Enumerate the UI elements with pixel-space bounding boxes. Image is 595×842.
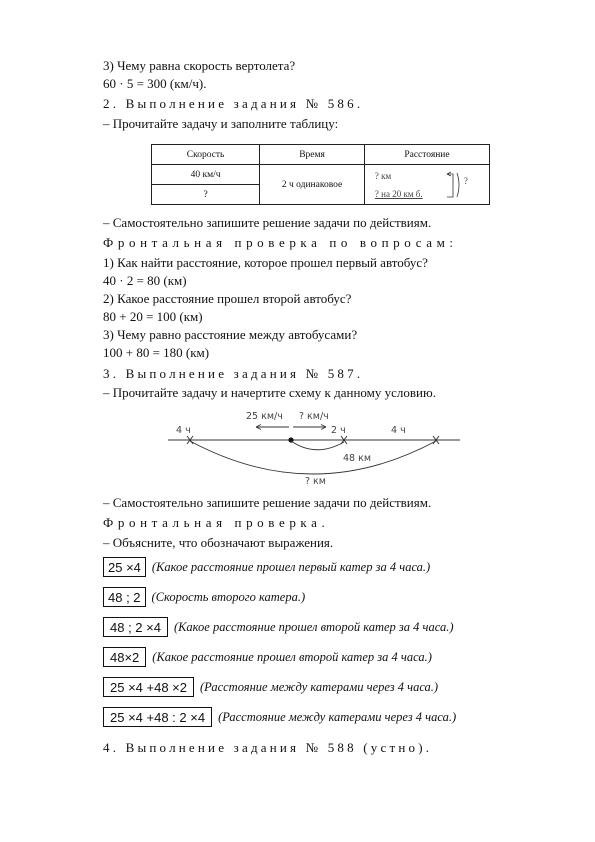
task-586-table [151,144,490,205]
motion-diagram [0,403,595,493]
question-1: 1) Как найти расстояние, которое прошел первый автобус? [103,255,428,270]
cell-distance [364,165,489,205]
cell-time: 2 ч одинаковое [260,165,365,205]
expression-box: 48×2 [103,647,146,667]
expression-box: 48 ; 2 [103,587,146,607]
expression-row [103,616,454,638]
diagram-speed-1: 25 км/ч [246,411,283,422]
diagram-speed-2: ? км/ч [299,411,329,422]
expression-note: (Расстояние между катерами через 4 часа.) [200,679,439,694]
expression-row [103,676,438,698]
expression-note: (Скорость второго катера.) [151,589,306,604]
cell-speed-2: ? [152,185,260,205]
section-587-heading: 3. Выполнение задания № 587. [103,366,364,381]
self-solve-587: – Самостоятельно запишите решение задачи по действиям. [103,495,432,510]
expression-note: (Какое расстояние прошел второй катер за 4 часа.) [152,649,432,664]
answer-3: 100 + 80 = 180 (км) [103,345,210,360]
expression-box: 25 ×4 +48 ×2 [103,677,194,697]
expression-box: 48 ; 2 ×4 [103,617,168,637]
diagram-right-time: 4 ч [391,425,406,436]
answer-helicopter-speed: 60 · 5 = 300 (км/ч). [103,76,207,91]
expression-row [103,706,456,728]
expression-row [103,586,305,608]
instruction-587: – Прочитайте задачу и начертите схему к данному условию. [103,385,436,400]
expression-note: (Расстояние между катерами через 4 часа.) [218,709,457,724]
self-solve-586: – Самостоятельно запишите решение задачи по действиям. [103,215,432,230]
diagram-left-time: 4 ч [176,425,191,436]
header-speed: Скорость [152,145,260,165]
section-588-heading: 4. Выполнение задания № 588 (устно). [103,740,433,755]
brace-question: ? [463,176,468,186]
diagram-mid-time: 2 ч [331,425,346,436]
question-3: 3) Чему равно расстояние между автобусами? [103,327,358,342]
expression-row [103,646,432,668]
header-distance: Расстояние [364,145,489,165]
expression-note: (Какое расстояние прошел второй катер за 4 часа.) [173,619,454,634]
frontal-check-586: Фронтальная проверка по вопросам: [103,235,458,250]
explain-instruction: – Объясните, что обозначают выражения. [103,535,334,550]
answer-1: 40 · 2 = 80 (км) [103,273,187,288]
instruction-586: – Прочитайте задачу и заполните таблицу: [103,116,339,131]
section-586-heading: 2. Выполнение задания № 586. [103,96,364,111]
distance-1: ? км [374,170,392,181]
question-helicopter-speed: 3) Чему равна скорость вертолета? [103,58,296,73]
expression-note: (Какое расстояние прошел первый катер за 4 часа.) [151,559,431,574]
question-2: 2) Какое расстояние прошел второй автобус? [103,291,352,306]
distance-2: ? на 20 км б. [374,188,423,199]
cell-speed-1: 40 км/ч [152,165,260,185]
answer-2: 80 + 20 = 100 (км) [103,309,203,324]
table-row [152,165,490,185]
diagram-total-distance: ? км [305,476,326,487]
expression-box: 25 ×4 +48 : 2 ×4 [103,707,212,727]
frontal-check-587: Фронтальная проверка. [103,515,330,530]
expression-row [103,556,430,578]
expression-box: 25 ×4 [103,557,146,577]
diagram-mid-distance: 48 км [343,453,372,464]
header-time: Время [260,145,365,165]
table-header-row [152,145,490,165]
